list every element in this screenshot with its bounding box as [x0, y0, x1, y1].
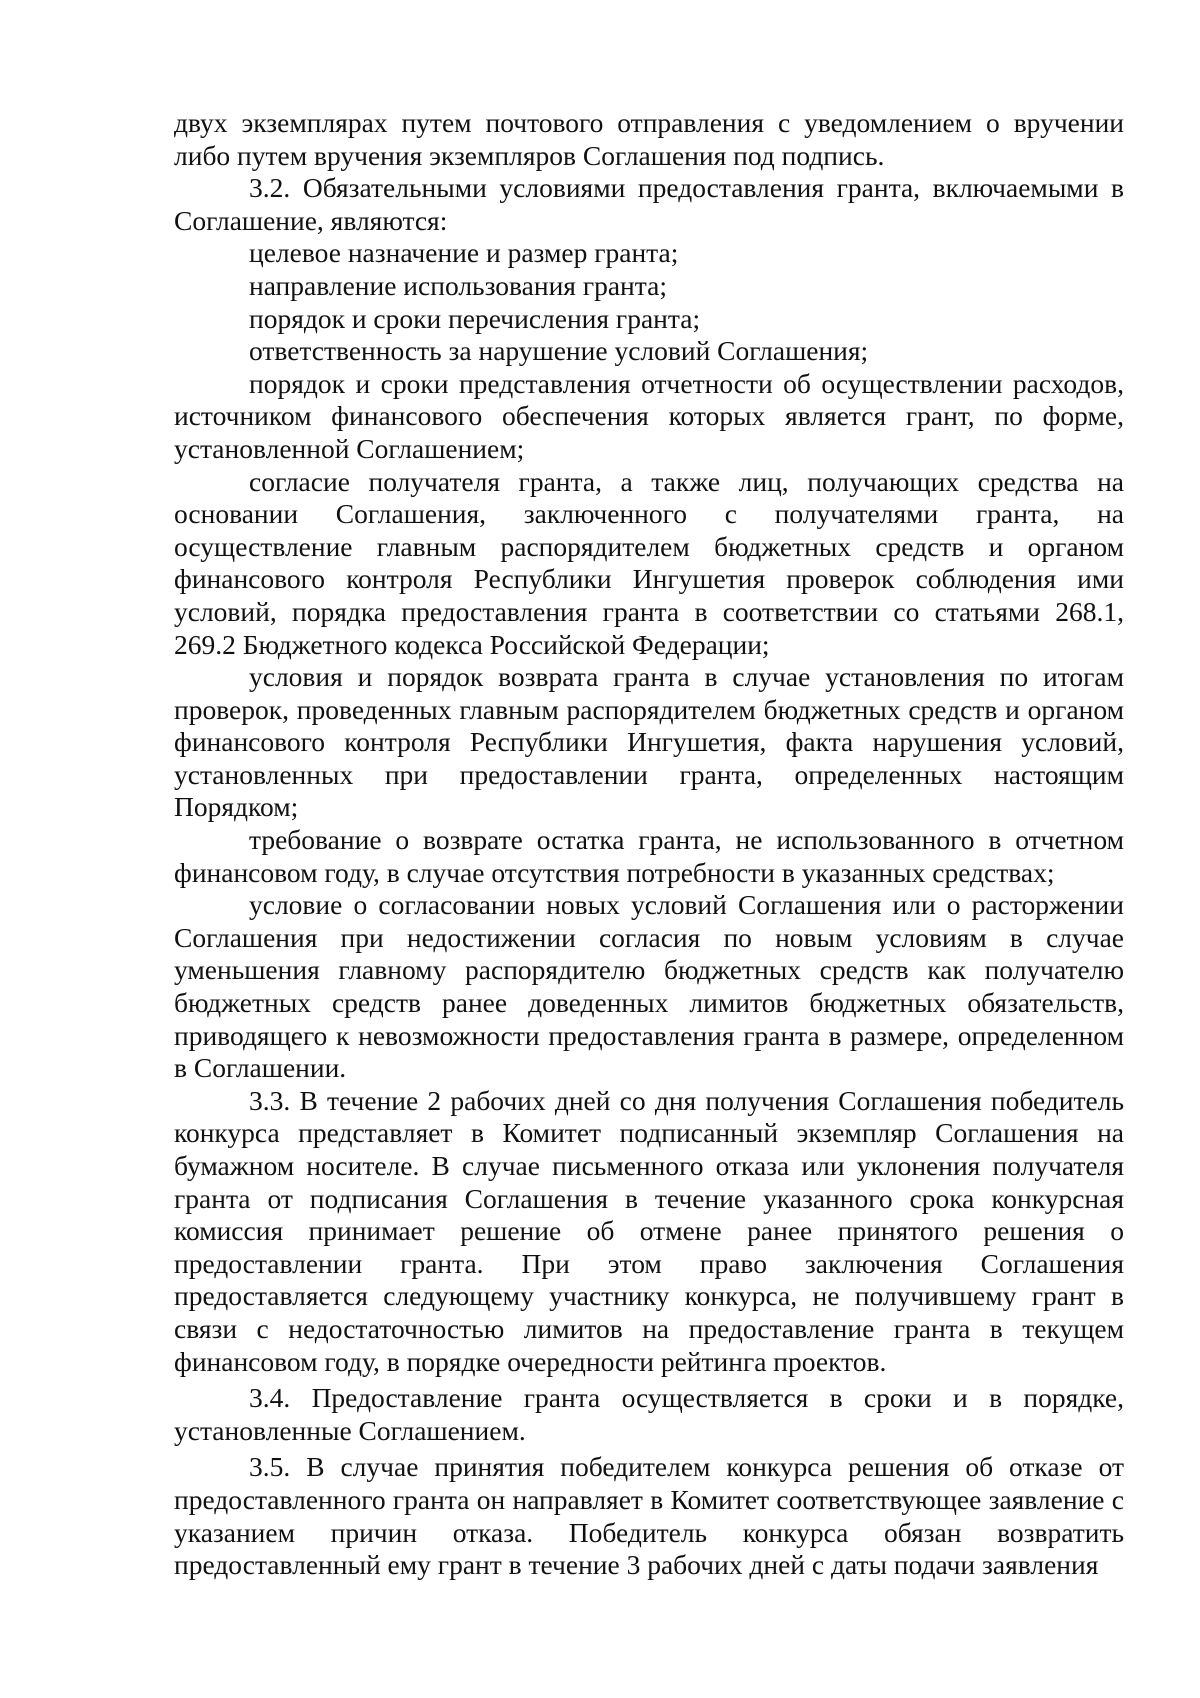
list-item-responsibility: ответственность за нарушение условий Соглашения; [249, 335, 869, 367]
paragraph-3-2: 3.2. Обязательными условиями предоставления гранта, включаемыми в Соглашение, являются: [174, 172, 1124, 236]
paragraph-3-3: 3.3. В течение 2 рабочих дней со дня получения Соглашения победитель конкурса представляет в Комитет подписанный экземпляр Соглашения на бумажном носителе. В случае письменного отказа или уклонения получателя гранта от подписания Соглашения в течение указанного срока конкурсная комиссия принимает решение об отмене ранее принятого решения о предоставлении гранта. При этом право заключения Соглашения предоставляется следующему участнику конкурса, не получившему грант в связи с недостаточностью лимитов на предоставление гранта в текущем финансовом году, в порядке очередности рейтинга проектов. [174, 1084, 1124, 1377]
list-item-new-conditions: условие о согласовании новых условий Соглашения или о расторжении Соглашения при недостижении согласия по новым условиям в случае уменьшения главному распорядителю бюджетных средств как получателю бюджетных средств ранее доведенных лимитов бюджетных обязательств, приводящего к невозможности предоставления гранта в размере, определенном в Соглашении. [174, 889, 1124, 1084]
list-item-transfer-order: порядок и сроки перечисления гранта; [249, 302, 701, 334]
document-page [174, 107, 1124, 1582]
list-item-purpose: целевое назначение и размер гранта; [249, 237, 679, 269]
paragraph-3-4: 3.4. Предоставление гранта осуществляется в сроки и в порядке, установленные Соглашением. [174, 1382, 1124, 1446]
list-item-reporting: порядок и сроки представления отчетности об осуществлении расходов, источником финансового обеспечения которых является грант, по форме, установленной Соглашением; [174, 367, 1124, 464]
list-item-return-conditions: условия и порядок возврата гранта в случае установления по итогам проверок, проведенных главным распорядителем бюджетных средств и органом финансового контроля Республики Ингушетия, факта нарушения условий, установленных при предоставлении гранта, определенных настоящим Порядком; [174, 661, 1124, 823]
list-item-consent: согласие получателя гранта, а также лиц, получающих средства на основании Соглашения, заключенного с получателями гранта, на осуществление главным распорядителем бюджетных средств и органом финансового контроля Республики Ингушетия проверок соблюдения ими условий, порядка предоставления гранта в соответствии со статьями 268.1, 269.2 Бюджетного кодекса Российской Федерации; [174, 465, 1124, 660]
list-item-direction: направление использования гранта; [249, 269, 667, 301]
list-item-remainder-return: требование о возврате остатка гранта, не использованного в отчетном финансовом году, в случае отсутствия потребности в указанных средствах; [174, 824, 1124, 888]
paragraph-3-5: 3.5. В случае принятия победителем конкурса решения об отказе от предоставленного гранта он направляет в Комитет соответствующее заявление с указанием причин отказа. Победитель конкурса обязан возвратить предоставленный ему грант в течение 3 рабочих дней с даты подачи заявления [174, 1451, 1124, 1581]
paragraph-continuation: двух экземплярах путем почтового отправления с уведомлением о вручении либо путем вручения экземпляров Соглашения под подпись. [174, 107, 1124, 171]
